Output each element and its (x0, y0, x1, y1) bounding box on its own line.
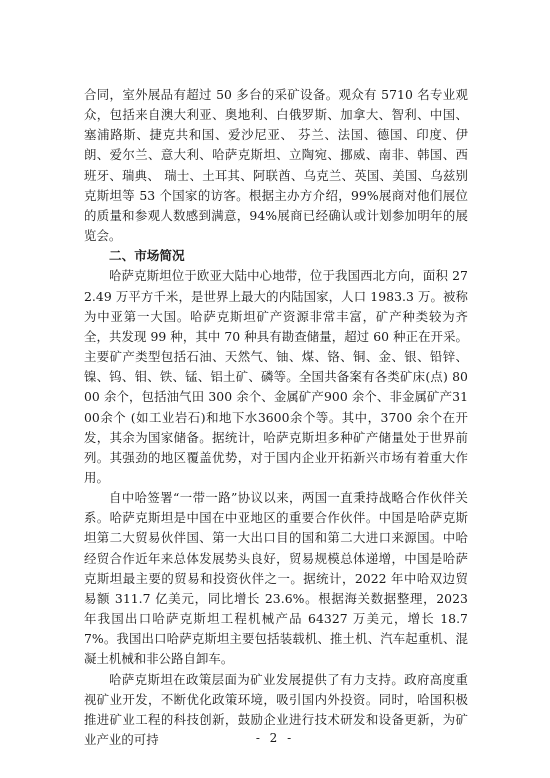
section-heading-market-overview: 二、市场简况 (109, 248, 185, 264)
document-body (84, 85, 468, 750)
paragraph-kazakhstan-resources: 哈萨克斯坦位于欧亚大陆中心地带，位于我国西北方向，面积 272.49 万平方千米，是世界上最大的内陆国家，人口 1983.3 万。被称为中亚第一大国。哈萨克斯坦矿产资源非常丰富，矿产种类较为齐全，共发现 99 种，其中 70 种具有勘查储量，超过 60 种正在开采。主要矿产类型包括石油、天然气、铀、煤、铬、铜、金、银、铅锌、镍、钨、钼、铁、锰、铝土矿、磷等。全国共备案有各类矿床(点) 8000 余个，包括油气田 300 余个、金属矿产900 余个、非金属矿产3100余个 (如工业岩石)和地下水3600余个等。其中，3700 余个在开发，其余为国家储备。据统计，哈萨克斯坦多种矿产储量处于世界前列。其强劲的地区覆盖优势，对于国内企业开拓新兴市场有着重大作用。 (84, 268, 468, 485)
page-number: - 2 - (255, 731, 295, 745)
paragraph-china-kazakhstan-trade: 自中哈签署“一带一路”协议以来，两国一直秉持战略合作伙伴关系。哈萨克斯坦是中国在中亚地区的重要合作伙伴。中国是哈萨克斯坦第二大贸易伙伴国、第一大出口目的国和第二大进口来源国。中哈经贸合作近年来总体发展势头良好，贸易规模总体递增，中国是哈萨克斯坦最主要的贸易和投资伙伴之一。据统计，2022 年中哈双边贸易额 311.7 亿美元，同比增长 23.6%。根据海关数据整理，2023 年我国出口哈萨克斯坦工程机械产品 64327 万美元，增长 18.77%。我国出口哈萨克斯坦主要包括装载机、推土机、汽车起重机、混凝土机械和非公路自卸车。 (84, 490, 468, 667)
paragraph-exhibition-summary: 合同，室外展品有超过 50 多台的采矿设备。观众有 5710 名专业观众，包括来自澳大利亚、奥地利、白俄罗斯、加拿大、智利、中国、塞浦路斯、捷克共和国、爱沙尼亚、 芬兰、法国、德国、印度、伊朗、爱尔兰、意大利、哈萨克斯坦、立陶宛、挪威、南非、韩国、西班牙、瑞典、 瑞士、土耳其、阿联酋、乌克兰、英国、美国、乌兹别克斯坦等 53 个国家的访客。根据主办方介绍，99%展商对他们展位的质量和参观人数感到满意，94%展商已经确认或计划参加明年的展览会。 (84, 87, 468, 244)
paragraph-policy-support: 哈萨克斯坦在政策层面为矿业发展提供了有力支持。政府高度重视矿业开发，不断优化政策环境，吸引国内外投资。同时，哈国积极推进矿业工程的科技创新，鼓励企业进行技术研发和设备更新，为矿业产业的可持 (84, 671, 468, 747)
